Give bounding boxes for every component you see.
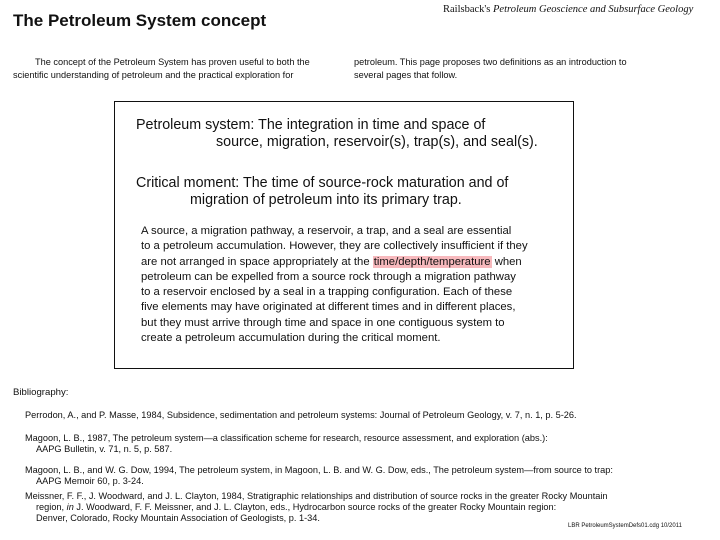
- bibliography-line: AAPG Memoir 60, p. 3-24.: [36, 476, 144, 486]
- intro-line: petroleum. This page proposes two definitions as an introduction to: [354, 57, 627, 67]
- critical-moment-definition: [136, 175, 508, 209]
- definitions-box: [114, 101, 574, 369]
- paragraph-line: to a petroleum accumulation. However, they are collectively insufficient if they: [141, 240, 528, 253]
- definition-line: source, migration, reservoir(s), trap(s), and seal(s).: [216, 134, 538, 150]
- bibliography-entry: [25, 433, 548, 455]
- intro-line: scientific understanding of petroleum and the practical exploration for: [13, 70, 294, 80]
- paragraph-line: to a reservoir enclosed by a seal in a trapping configuration. Each of these: [141, 286, 513, 299]
- intro-right-column: [354, 56, 684, 82]
- petroleum-system-definition: [136, 117, 538, 151]
- definition-line: Petroleum system: The integration in time and space of: [136, 117, 486, 133]
- paragraph-text: are not arranged in space appropriately at the: [141, 255, 373, 268]
- bibliography-line: Magoon, L. B., and W. G. Dow, 1994, The petroleum system, in Magoon, L. B. and W. G. Dow, eds., The petroleum system—from source to trap:: [25, 465, 613, 475]
- bibliography-entry: [25, 491, 608, 524]
- bibliography-text: J. Woodward, F. F. Meissner, and J. L. Clayton, eds., Hydrocarbon source rocks of the greater Rocky Mountain region:: [73, 502, 557, 512]
- bibliography-entry: [25, 410, 577, 421]
- intro-line: several pages that follow.: [354, 70, 458, 80]
- paragraph-line: [141, 255, 528, 270]
- bibliography-line: Denver, Colorado, Rocky Mountain Association of Geologists, p. 1-34.: [36, 513, 320, 523]
- file-footer: LBR PetroleumSystemDefs01.cdg 10/2011: [568, 523, 682, 529]
- page-title: The Petroleum System concept: [13, 11, 267, 30]
- bibliography-line: Meissner, F. F., J. Woodward, and J. L. Clayton, 1984, Stratigraphic relationships and distribution of source rocks in the greater Rocky Mountain: [25, 491, 608, 501]
- series-title: [443, 4, 693, 15]
- paragraph-line: create a petroleum accumulation during the critical moment.: [141, 332, 441, 345]
- series-name: Petroleum Geoscience and Subsurface Geology: [493, 4, 694, 15]
- paragraph-line: but they must arrive through time and space in one contiguous system to: [141, 316, 505, 329]
- series-prefix: Railsback's: [443, 4, 494, 15]
- bibliography-entry: [25, 465, 613, 487]
- paragraph-line: petroleum can be expelled from a source rock through a migration pathway: [141, 270, 516, 283]
- paragraph-line: five elements may have originated at different times and in different places,: [141, 301, 516, 314]
- bibliography-heading: Bibliography:: [13, 387, 69, 398]
- paragraph-line: A source, a migration pathway, a reservoir, a trap, and a seal are essential: [141, 225, 512, 237]
- bibliography-line: AAPG Bulletin, v. 71, n. 5, p. 587.: [36, 444, 173, 454]
- explanation-paragraph: [141, 224, 528, 346]
- intro-left-column: [13, 56, 343, 82]
- bibliography-line: [25, 502, 608, 513]
- bibliography-text: region,: [36, 502, 67, 512]
- paragraph-text: when: [491, 255, 522, 268]
- bibliography-line: Perrodon, A., and P. Masse, 1984, Subsidence, sedimentation and petroleum systems: Journal of Petroleum Geology, v. 7, n. 1, p. 5-26.: [25, 410, 577, 420]
- highlighted-phrase: time/depth/temperature: [373, 255, 491, 268]
- definition-line: migration of petroleum into its primary trap.: [190, 192, 462, 208]
- bibliography-italic: in: [66, 502, 74, 512]
- definition-line: Critical moment: The time of source-rock maturation and of: [136, 175, 509, 191]
- bibliography-line: Magoon, L. B., 1987, The petroleum system—a classification scheme for research, resource assessment, and exploration (abs.):: [25, 433, 548, 443]
- intro-line: The concept of the Petroleum System has proven useful to both the: [35, 57, 310, 67]
